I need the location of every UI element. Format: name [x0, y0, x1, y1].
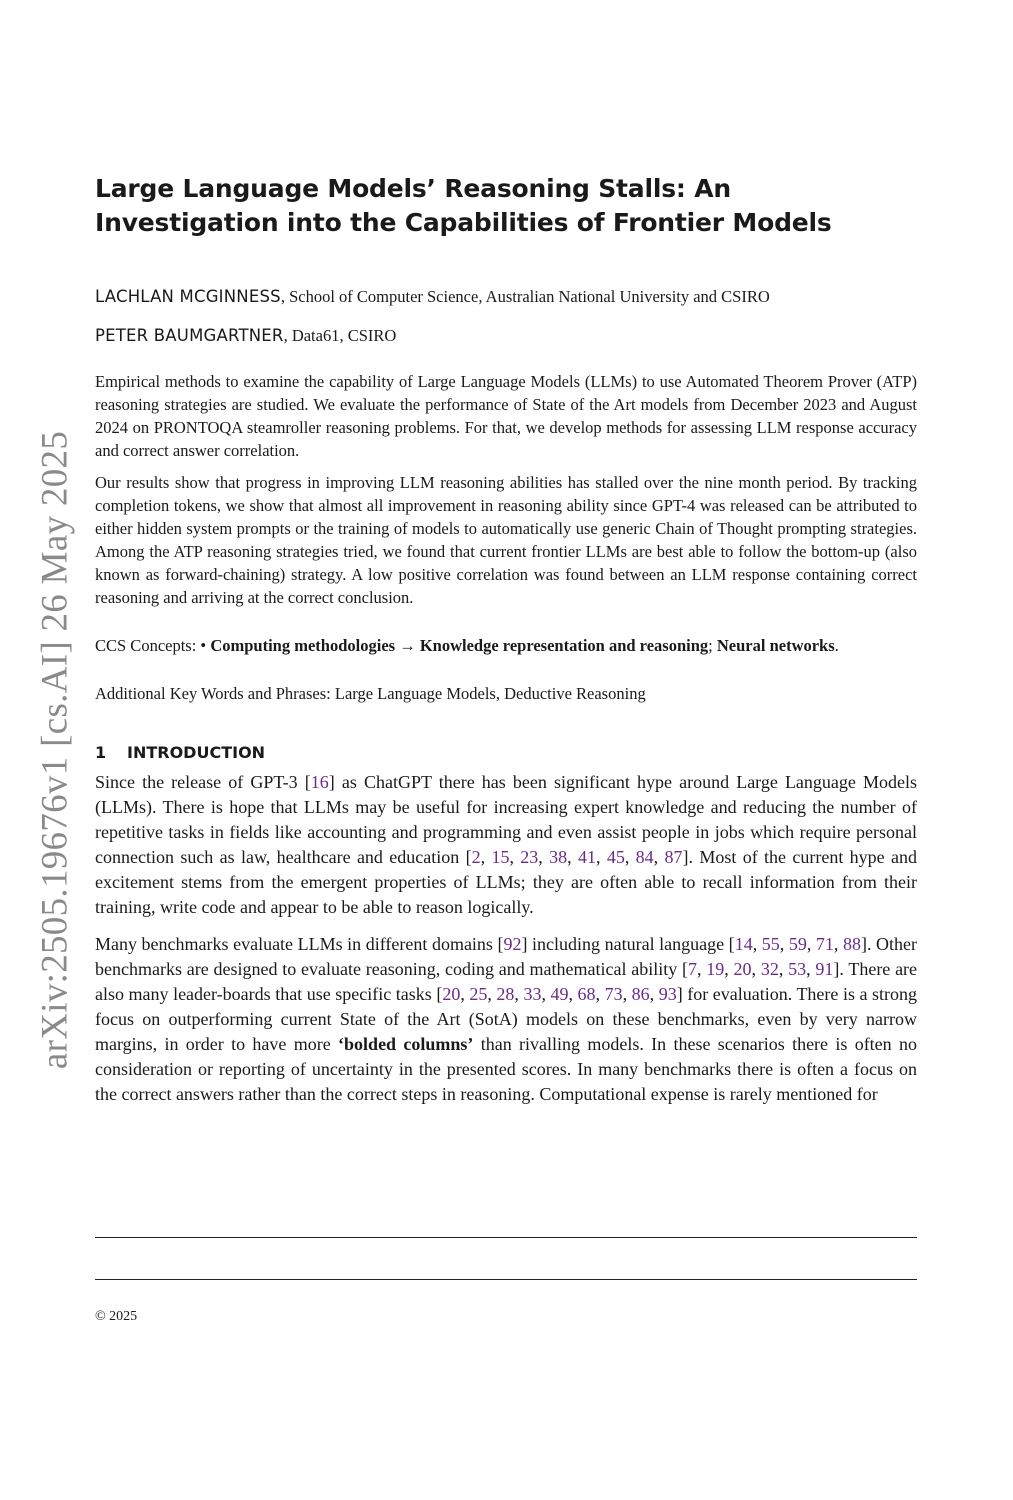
citation-group [504, 934, 522, 954]
citation-link[interactable]: 14 [734, 934, 753, 954]
section-number: 1 [95, 743, 107, 762]
citation-link[interactable]: 86 [631, 984, 650, 1004]
author-name: PETER BAUMGARTNER [95, 326, 284, 345]
citation-link[interactable]: 23 [520, 847, 539, 867]
ccs-concept: Neural networks [716, 636, 835, 655]
citation-link[interactable]: 45 [606, 847, 625, 867]
section-title: INTRODUCTION [127, 743, 266, 762]
citation-link[interactable]: 33 [523, 984, 542, 1004]
section-body [95, 770, 917, 1107]
citation-link[interactable]: 38 [549, 847, 568, 867]
citation-link[interactable]: 68 [577, 984, 596, 1004]
citation-group: 14, 55, 59, 71, 88 [734, 934, 861, 954]
abstract-paragraph: Empirical methods to examine the capability of Large Language Models (LLMs) to use Automated Theorem Prover (ATP) reasoning strategies are studied. We evaluate the performance of State of the Art models from December 2023 and August 2024 on PRONTOQA steamroller reasoning problems. For that, we develop methods for assessing LLM response accuracy and correct answer correlation. [95, 372, 917, 460]
paper-page [95, 172, 917, 1119]
citation-link[interactable]: 53 [788, 959, 807, 979]
ccs-concepts [95, 634, 917, 657]
citation-link[interactable]: 20 [733, 959, 752, 979]
citation-link[interactable]: 91 [815, 959, 834, 979]
citation-link[interactable]: 15 [491, 847, 510, 867]
ccs-end: . [834, 636, 839, 655]
citation-link[interactable]: 92 [503, 934, 522, 954]
body-paragraph [95, 770, 917, 920]
citation-link[interactable]: 93 [658, 984, 677, 1004]
citation-link[interactable]: 71 [815, 934, 834, 954]
citation-link[interactable]: 59 [788, 934, 807, 954]
arxiv-side-stamp: arXiv:2505.19676v1 [cs.AI] 26 May 2025 [34, 430, 76, 1070]
footnote-rule [95, 1237, 917, 1238]
paper-title: Large Language Models’ Reasoning Stalls: An Investigation into the Capabilities of Frontier Models [95, 174, 832, 237]
author-list [95, 286, 917, 347]
citation-link[interactable]: 88 [843, 934, 861, 954]
ccs-label: CCS Concepts: • [95, 636, 211, 655]
paragraph-text: ]. Other benchmarks are designed to evaluate reasoning, coding and mathematical ability [ [95, 934, 918, 979]
section-heading [95, 742, 917, 764]
body-paragraph [95, 932, 917, 1107]
paragraph-text: Many benchmarks evaluate LLMs in different domains [ [95, 934, 504, 954]
paragraph-text: ] including natural language [ [521, 934, 735, 954]
paragraph-text: ] as ChatGPT there has been significant hype around Large Language Models (LLMs). There is hope that LLMs may be useful for increasing expert knowledge and reducing the number of repetitive tasks in fields like accounting and programming and even assist people in jobs which require personal connection such as law, healthcare and education [ [95, 772, 917, 867]
citation-link[interactable]: 20 [442, 984, 461, 1004]
ccs-arrow: → [395, 636, 420, 655]
citation-link[interactable]: 87 [664, 847, 683, 867]
abstract [95, 370, 917, 609]
citation-group: 2, 15, 23, 38, 41, 45, 84, 87 [471, 847, 683, 867]
citation-group: 20, 25, 28, 33, 49, 68, 73, 86, 93 [442, 984, 677, 1004]
paragraph-text: ] for evaluation. There is a strong focus on outperforming current State of the Art (SotA) models on these benchmarks, even by very narrow margins, in order to have more [95, 984, 918, 1054]
citation-link[interactable]: 55 [761, 934, 780, 954]
ccs-concept: Knowledge representation and reasoning [419, 636, 709, 655]
copyright-notice: © 2025 [95, 1309, 138, 1324]
paragraph-text: ]. There are also many leader-boards that use specific tasks [ [95, 959, 918, 1004]
citation-link[interactable]: 2 [471, 847, 481, 867]
author-affiliation: , School of Computer Science, Australian National University and CSIRO [280, 287, 770, 306]
citation-link[interactable]: 73 [604, 984, 623, 1004]
ccs-separator: ; [708, 636, 717, 655]
ccs-concept: Computing methodologies [210, 636, 396, 655]
citation-link[interactable]: 28 [496, 984, 515, 1004]
paragraph-text: ]. Most of the current hype and excitement stems from the emergent properties of LLMs; they are often able to recall information from their training, write code and appear to be able to reason logically. [95, 847, 917, 917]
citation-group: 7, 19, 20, 32, 53, 91 [687, 959, 834, 979]
author-entry [95, 286, 917, 308]
author-affiliation: , Data61, CSIRO [283, 326, 397, 345]
citation-link[interactable]: 16 [310, 772, 329, 792]
citation-link[interactable]: 25 [469, 984, 488, 1004]
author-name: LACHLAN MCGINNESS [95, 287, 281, 306]
citation-link[interactable]: 32 [760, 959, 779, 979]
citation-link[interactable]: 84 [635, 847, 654, 867]
paragraph-text: than rivalling models. In these scenarios there is often no consideration or reporting of uncertainty in the presented scores. In many benchmarks there is often a focus on the correct answers rather than the correct steps in reasoning. Computational expense is rarely mentioned for [95, 1034, 917, 1104]
paragraph-text: Since the release of GPT-3 [ [95, 772, 311, 792]
bold-phrase: ‘bolded columns’ [338, 1034, 474, 1054]
author-entry [95, 325, 917, 347]
citation-link[interactable]: 7 [687, 959, 697, 979]
abstract-paragraph: Our results show that progress in improving LLM reasoning abilities has stalled over the nine month period. By tracking completion tokens, we show that almost all improvement in reasoning ability since GPT-4 was released can be attributed to either hidden system prompts or the training of models to automatically use generic Chain of Thought prompting strategies. Among the ATP reasoning strategies tried, we found that current frontier LLMs are best able to follow the bottom-up (also known as forward-chaining) strategy. A low positive correlation was found between an LLM response containing correct reasoning and arriving at the correct conclusion. [95, 473, 917, 607]
footer-rule [95, 1279, 917, 1280]
citation-link[interactable]: 49 [550, 984, 569, 1004]
citation-link[interactable]: 41 [577, 847, 596, 867]
citation-link[interactable]: 19 [706, 959, 725, 979]
keywords: Additional Key Words and Phrases: Large Language Models, Deductive Reasoning [95, 684, 646, 703]
